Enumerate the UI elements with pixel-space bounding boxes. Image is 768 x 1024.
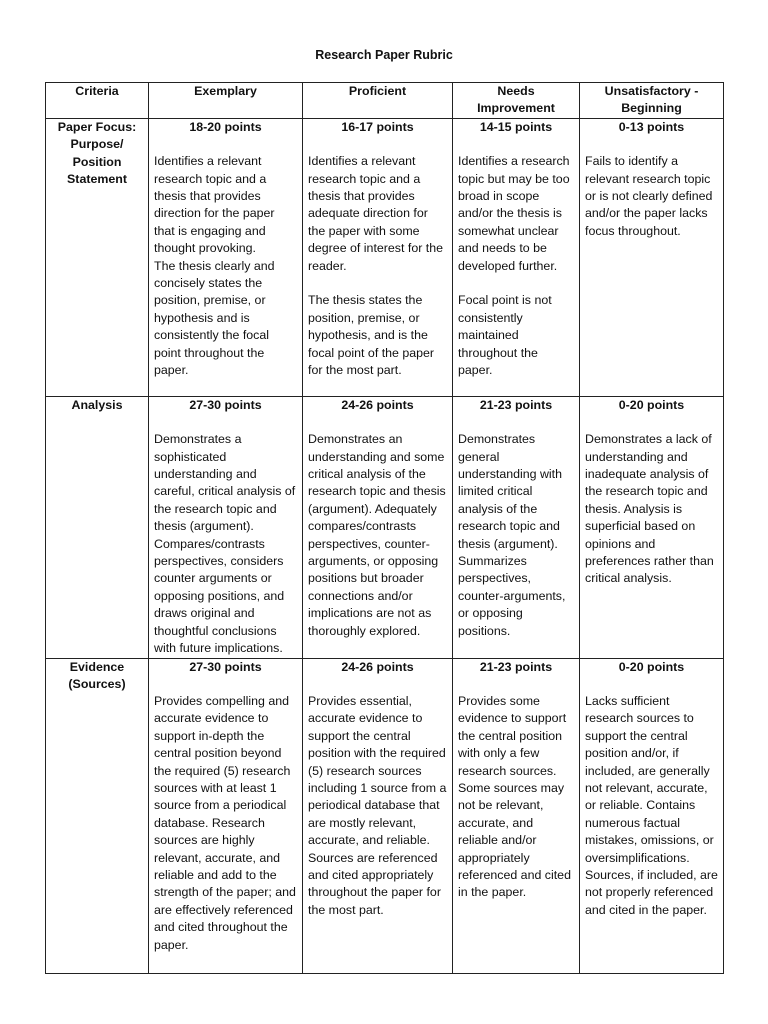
criteria-cell: Evidence (Sources) — [46, 658, 149, 973]
criteria-cell: Paper Focus: Purpose/ Position Statement — [46, 118, 149, 396]
cell-description: Provides some evidence to support the central position with only a few research sources. Some sources may not be relevant, accurate, and reliable and/or appropriately referenced and cited in the paper. — [458, 693, 571, 900]
points-label: 21-23 points — [479, 397, 553, 412]
cell-description: Fails to identify a relevant research topic or is not clearly defined and/or the paper lacks focus throughout. — [585, 154, 713, 238]
rubric-cell — [303, 658, 453, 973]
cell-description: Demonstrates an understanding and some critical analysis of the research topic and thesis (argument). Adequately compares/contrasts perspectives, counter-arguments, or opposing positions but broader connections and/or implications are not as thoroughly explored. — [308, 432, 446, 638]
header-row — [46, 83, 724, 119]
rubric-cell — [149, 118, 303, 396]
cell-description: Demonstrates a sophisticated understanding and careful, critical analysis of the research topic and thesis (argument). Compares/contrasts perspectives, considers counter arguments or opposing positions, and draws original and thoughtful conclusions with future implications. — [154, 432, 296, 656]
rubric-cell — [580, 658, 724, 973]
cell-description: Identifies a research topic but may be too broad in scope and/or the thesis is somewhat unclear and needs to be developed further. Focal point is not consistently maintained throughout the paper. — [458, 154, 570, 378]
rubric-table — [45, 82, 724, 974]
cell-description: Demonstrates a lack of understanding and inadequate analysis of the research topic and thesis. Analysis is superficial based on opinions and preferences rather than critical analysis. — [585, 432, 714, 586]
points-label: 21-23 points — [479, 659, 553, 674]
rubric-cell — [580, 118, 724, 396]
points-label: 24-26 points — [341, 659, 414, 674]
cell-description: Identifies a relevant research topic and a thesis that provides direction for the paper that is engaging and thought provoking. The thesis clearly and concisely states the position, premise, or hypothesis and is consistently the focal point throughout the paper. — [154, 154, 275, 378]
table-row — [46, 658, 724, 973]
cell-description: Demonstrates general understanding with limited critical analysis of the research topic and thesis (argument). Summarizes perspectives, counter-arguments, or opposing positions. — [458, 432, 566, 638]
table-row — [46, 118, 724, 396]
points-label: 27-30 points — [189, 659, 262, 674]
header-exemplary: Exemplary — [149, 83, 303, 119]
points-label: 24-26 points — [341, 397, 414, 412]
points-label: 0-20 points — [618, 397, 685, 412]
cell-description: Lacks sufficient research sources to support the central position and/or, if included, are generally not relevant, accurate, or reliable. Contains numerous factual mistakes, omissions, or oversimplifications. Sources, if included, are not properly referenced and cited in the paper. — [585, 693, 718, 917]
points-label: 27-30 points — [189, 397, 262, 412]
rubric-cell — [453, 396, 580, 658]
rubric-cell — [580, 396, 724, 658]
points-label: 0-13 points — [618, 119, 685, 134]
cell-description: Identifies a relevant research topic and a thesis that provides adequate direction for the paper with some degree of interest for the reader. The thesis states the position, premise, or hypothesis, and is the focal point of the paper for the most part. — [308, 154, 444, 378]
points-label: 16-17 points — [341, 119, 414, 134]
rubric-cell — [149, 658, 303, 973]
points-label: 0-20 points — [618, 659, 685, 674]
header-unsatisfactory: Unsatisfactory - Beginning — [580, 83, 724, 119]
cell-description: Provides compelling and accurate evidence to support in-depth the central position beyond the required (5) research sources with at least 1 source from a periodical database. Research sources are highly relevant, accurate, and reliable and add to the strength of the paper; and are effectively referenced and cited throughout the paper. — [154, 693, 296, 952]
page-title: Research Paper Rubric — [315, 48, 453, 62]
header-needs-improvement: Needs Improvement — [453, 83, 580, 119]
table-row — [46, 396, 724, 658]
rubric-cell — [303, 118, 453, 396]
points-label: 18-20 points — [189, 119, 262, 134]
header-criteria: Criteria — [46, 83, 149, 119]
rubric-cell — [149, 396, 303, 658]
header-proficient: Proficient — [303, 83, 453, 119]
points-label: 14-15 points — [479, 119, 553, 134]
criteria-cell: Analysis — [46, 396, 149, 658]
cell-description: Provides essential, accurate evidence to support the central position with the required (5) research sources including 1 source from a periodical database that are mostly relevant, accurate, and reliable. Sources are referenced and cited appropriately throughout the paper for the most part. — [308, 693, 447, 917]
rubric-cell — [303, 396, 453, 658]
rubric-cell — [453, 658, 580, 973]
rubric-cell — [453, 118, 580, 396]
